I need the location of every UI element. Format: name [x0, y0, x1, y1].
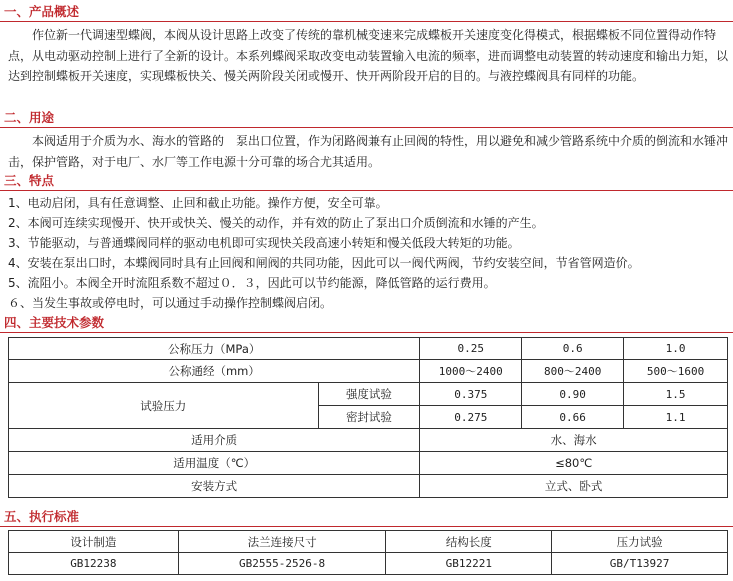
table-cell: 1.0 — [624, 338, 728, 360]
pressure-label: 公称压力（MPa） — [9, 338, 420, 360]
section-title-usage: 二、用途 — [4, 110, 55, 125]
table-row — [9, 360, 728, 383]
table-cell: 800～2400 — [522, 360, 624, 383]
feature-item: 5、流阻小。本阀全开时流阻系数不超过０．３，因此可以节约能源，降低管路的运行费用。 — [8, 276, 496, 290]
usage-paragraph: 本阀适用于介质为水、海水的管路的 泵出口位置，作为闭路阀兼有止回阀的特性，用以避免和减少管路系统中介质的倒流和水锤冲击，保护管路，对于电厂、水厂等工作电源十分可靠的场合尤其适用。 — [8, 134, 729, 169]
table-row — [9, 553, 728, 575]
table-cell: 1.1 — [624, 406, 728, 429]
table-cell: 0.375 — [420, 383, 522, 406]
install-label: 安装方式 — [9, 475, 420, 498]
section-divider — [0, 526, 733, 527]
seal-test-label: 密封试验 — [318, 406, 420, 429]
section-divider — [0, 21, 733, 22]
table-cell: GB12221 — [386, 553, 552, 575]
overview-paragraph: 作位新一代调速型蝶阀，本阀从设计思路上改变了传统的靠机械变速来完成蝶板开关速度变化得模式，根据蝶板不同位置得动作特点，从电动驱动控制上进行了全新的设计。本系列蝶阀采取改变电动装置输入电流的频率，进而调整电动装置的转动速度和输出力矩，以达到控制蝶板开关速度，实现蝶板快关、慢关两阶段关闭或慢开、快开两阶段开启的目的。与液控蝶阀具有同样的功能。 — [8, 28, 729, 83]
table-cell: 0.6 — [522, 338, 624, 360]
temperature-value: ≤80℃ — [420, 452, 728, 475]
feature-item: ６、当发生事故或停电时，可以通过手动操作控制蝶阀启闭。 — [8, 296, 333, 310]
feature-item: 1、电动启闭，具有任意调整、止回和截止功能。操作方便，安全可靠。 — [8, 196, 388, 210]
strength-test-label: 强度试验 — [318, 383, 420, 406]
section-divider — [0, 332, 733, 333]
table-row — [9, 475, 728, 498]
feature-item: 2、本阀可连续实现慢开、快开或快关、慢关的动作，并有效的防止了泵出口介质倒流和水锤的产生。 — [8, 216, 544, 230]
install-value: 立式、卧式 — [420, 475, 728, 498]
table-cell: 500～1600 — [624, 360, 728, 383]
section-title-specs: 四、主要技术参数 — [4, 315, 105, 330]
medium-label: 适用介质 — [9, 429, 420, 452]
table-cell: GB12238 — [9, 553, 179, 575]
table-cell: 1.5 — [624, 383, 728, 406]
table-header: 设计制造 — [9, 531, 179, 553]
table-cell: 1000～2400 — [420, 360, 522, 383]
table-row — [9, 452, 728, 475]
table-header: 法兰连接尺寸 — [178, 531, 386, 553]
medium-value: 水、海水 — [420, 429, 728, 452]
table-cell: GB2555-2526-8 — [178, 553, 386, 575]
diameter-label: 公称通经（mm） — [9, 360, 420, 383]
table-header: 压力试验 — [552, 531, 728, 553]
table-cell: 0.275 — [420, 406, 522, 429]
section-title-features: 三、特点 — [4, 173, 55, 188]
features-list — [8, 193, 728, 313]
temperature-label: 适用温度（℃） — [9, 452, 420, 475]
test-pressure-label: 试验压力 — [9, 383, 319, 429]
section-title-overview: 一、产品概述 — [4, 4, 80, 19]
table-row — [9, 429, 728, 452]
table-header: 结构长度 — [386, 531, 552, 553]
table-cell: 0.25 — [420, 338, 522, 360]
standards-table — [8, 530, 728, 575]
table-cell: 0.66 — [522, 406, 624, 429]
table-cell: GB/T13927 — [552, 553, 728, 575]
feature-item: 4、安装在泵出口时，本蝶阀同时具有止回阀和闸阀的共同功能，因此可以一阀代两阀，节约安装空间，节省管网造价。 — [8, 256, 640, 270]
specs-table — [8, 337, 728, 498]
section-divider — [0, 127, 733, 128]
table-row — [9, 338, 728, 360]
table-row — [9, 531, 728, 553]
section-title-standards: 五、执行标准 — [4, 509, 80, 524]
table-cell: 0.90 — [522, 383, 624, 406]
section-divider — [0, 190, 733, 191]
feature-item: 3、节能驱动，与普通蝶阀同样的驱动电机即可实现快关段高速小转矩和慢关低段大转矩的功能。 — [8, 236, 520, 250]
table-row — [9, 383, 728, 406]
